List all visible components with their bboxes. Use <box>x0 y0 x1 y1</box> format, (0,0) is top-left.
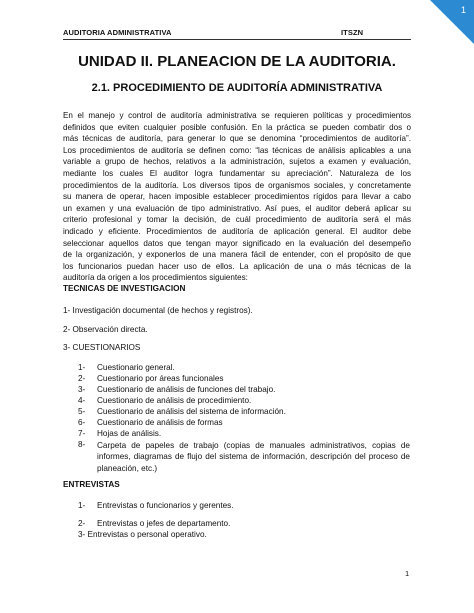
paragraph-line: de la organización, y exponerlos de una manera fácil de entender, con el propósito de que <box>63 250 411 260</box>
header-institution: ITSZN <box>341 28 364 37</box>
paragraph-line: criterio profesional y tomar la decisión, de cuál procedimiento de auditoría será el más <box>63 215 411 225</box>
paragraph-line: definidos que eviten cualquier posible confusión. En la práctica se pueden combatir dos o <box>63 122 411 132</box>
list-item-multiline <box>97 440 410 474</box>
unit-title: UNIDAD II. PLANEACION DE LA AUDITORIA. <box>78 53 396 70</box>
page-corner-badge <box>430 0 474 44</box>
tecnica-item: 2- Observación directa. <box>63 325 148 334</box>
list-item-line: Carpeta de papeles de trabajo (copias de manuales administrativos, copias de <box>97 441 410 450</box>
paragraph-line: seleccionar aquellos datos que tengan mayor significado en la evaluación del desempeño <box>63 238 411 248</box>
header-rule <box>63 39 411 40</box>
list-item: 3- Entrevistas o personal operativo. <box>78 530 207 539</box>
entrevistas-heading: ENTREVISTAS <box>63 480 120 489</box>
paragraph-line: procedimientos de la auditoría. Los diversos tipos de organismos sociales, y concretamente <box>63 180 411 190</box>
paragraph-line: un examen y una evaluación de tipo administrativo. Así pues, el auditor deberá aplicar su <box>63 203 411 213</box>
paragraph-line: su manera de operar, hacen imposible establecer procedimientos rígidos para llevar a cabo <box>63 192 411 202</box>
paragraph-line: mediante los cuales El auditor logra fundamentar su apreciación”. Naturaleza de los <box>63 168 411 178</box>
page-number: 1 <box>405 569 410 578</box>
paragraph-line: los funcionarios puedan hacer uso de ellos. La aplicación de una o más técnicas de la <box>63 261 411 271</box>
intro-paragraph <box>63 110 411 284</box>
list-item-line: planeación, etc.) <box>97 463 158 473</box>
tecnicas-heading: TECNICAS DE INVESTIGACION <box>63 284 186 293</box>
paragraph-line: auditoría da origen a los procedimientos siguientes: <box>63 273 248 283</box>
tecnica-item: 1- Investigación documental (de hechos y registros). <box>63 306 253 315</box>
document-page: AUDITORIA ADMINISTRATIVA ITSZN 1 UNIDAD II. PLANEACION DE LA AUDITORIA. 2.1. PROCEDIMIENTO DE AUDITORÍA ADMINISTRATIVA En el manejo y control de auditoría administrativa se requieren políticas y procedimientos definidos que eviten cualquier posible confusión. En la práctica se pueden combatir dos o más técnicas de auditoría, para generar lo que se denomina “procedimientos de auditoría”. Los procedimientos de auditoría se definen como: “las técnicas de análisis aplicables a una variable a grupo de hechos, relativos a la administración, sujetos a examen y evaluación, mediante los cuales El auditor logra fundamentar su apreciación”. Naturaleza de los procedimientos de la auditoría. Los diversos tipos de organismos sociales, y concretamente su manera de operar, hacen imposible establecer procedimientos rígidos para llevar a cabo un examen y una evaluación de tipo administrativo. Así pues, el auditor deberá aplicar su criterio profesional y tomar la decisión, de cuál procedimiento de auditoría será el más indicado y eficiente. Procedimientos de auditoría de aplicación general. El auditor debe seleccionar aquellos datos que tengan mayor significado en la evaluación del desempeño de la organización, y exponerlos de una manera fácil de entender, con el propósito de que los funcionarios puedan hacer uso de ellos. La aplicación de una o más técnicas de la auditoría da origen a los procedimientos siguientes: TECNICAS DE INVESTIGACION 1- Investigación documental (de hechos y registros). 2- Observación directa. 3- CUESTIONARIOS 1- Cuestionario general. 2- Cuestionario por áreas funcionales 3- Cuestionario de análisis de funciones del trabajo. 4- Cuestionario de análisis de procedimiento. 5- Cuestionario de análisis del sistema de información. 6- Cuestionario de análisis de formas 7- Hojas de análisis. 8- Carpeta de papeles de trabajo (copias de manuales administrativos, copias de informes, diagramas de flujo del sistema de información, descripción del proceso de planeación, etc.) ENTREVISTAS 1- Entrevistas o funcionarios y gerentes. 2- Entrevistas o jefes de departamento. 3- Entrevistas o personal operativo. 1 <box>0 0 474 613</box>
header-course-title: AUDITORIA ADMINISTRATIVA <box>63 28 172 37</box>
page-badge-number: 1 <box>460 5 466 15</box>
paragraph-line: Los procedimientos de auditoría se definen como: “las técnicas de análisis aplicables a una <box>63 145 411 155</box>
paragraph-line: En el manejo y control de auditoría administrativa se requieren políticas y procedimientos <box>63 111 411 120</box>
cuestionarios-heading: 3- CUESTIONARIOS <box>63 343 141 352</box>
list-item-line: informes, diagramas de flujo del sistema de información, descripción del proceso de <box>97 452 410 462</box>
paragraph-line: indicado y eficiente. Procedimientos de auditoría de aplicación general. El auditor debe <box>63 226 411 236</box>
paragraph-line: variable a grupo de hechos, relativos a la administración, sujetos a examen y evaluación, <box>63 157 411 167</box>
paragraph-line: más técnicas de auditoría, para generar lo que se denomina “procedimientos de auditoría”. <box>63 134 411 144</box>
section-subtitle: 2.1. PROCEDIMIENTO DE AUDITORÍA ADMINISTRATIVA <box>91 82 383 94</box>
